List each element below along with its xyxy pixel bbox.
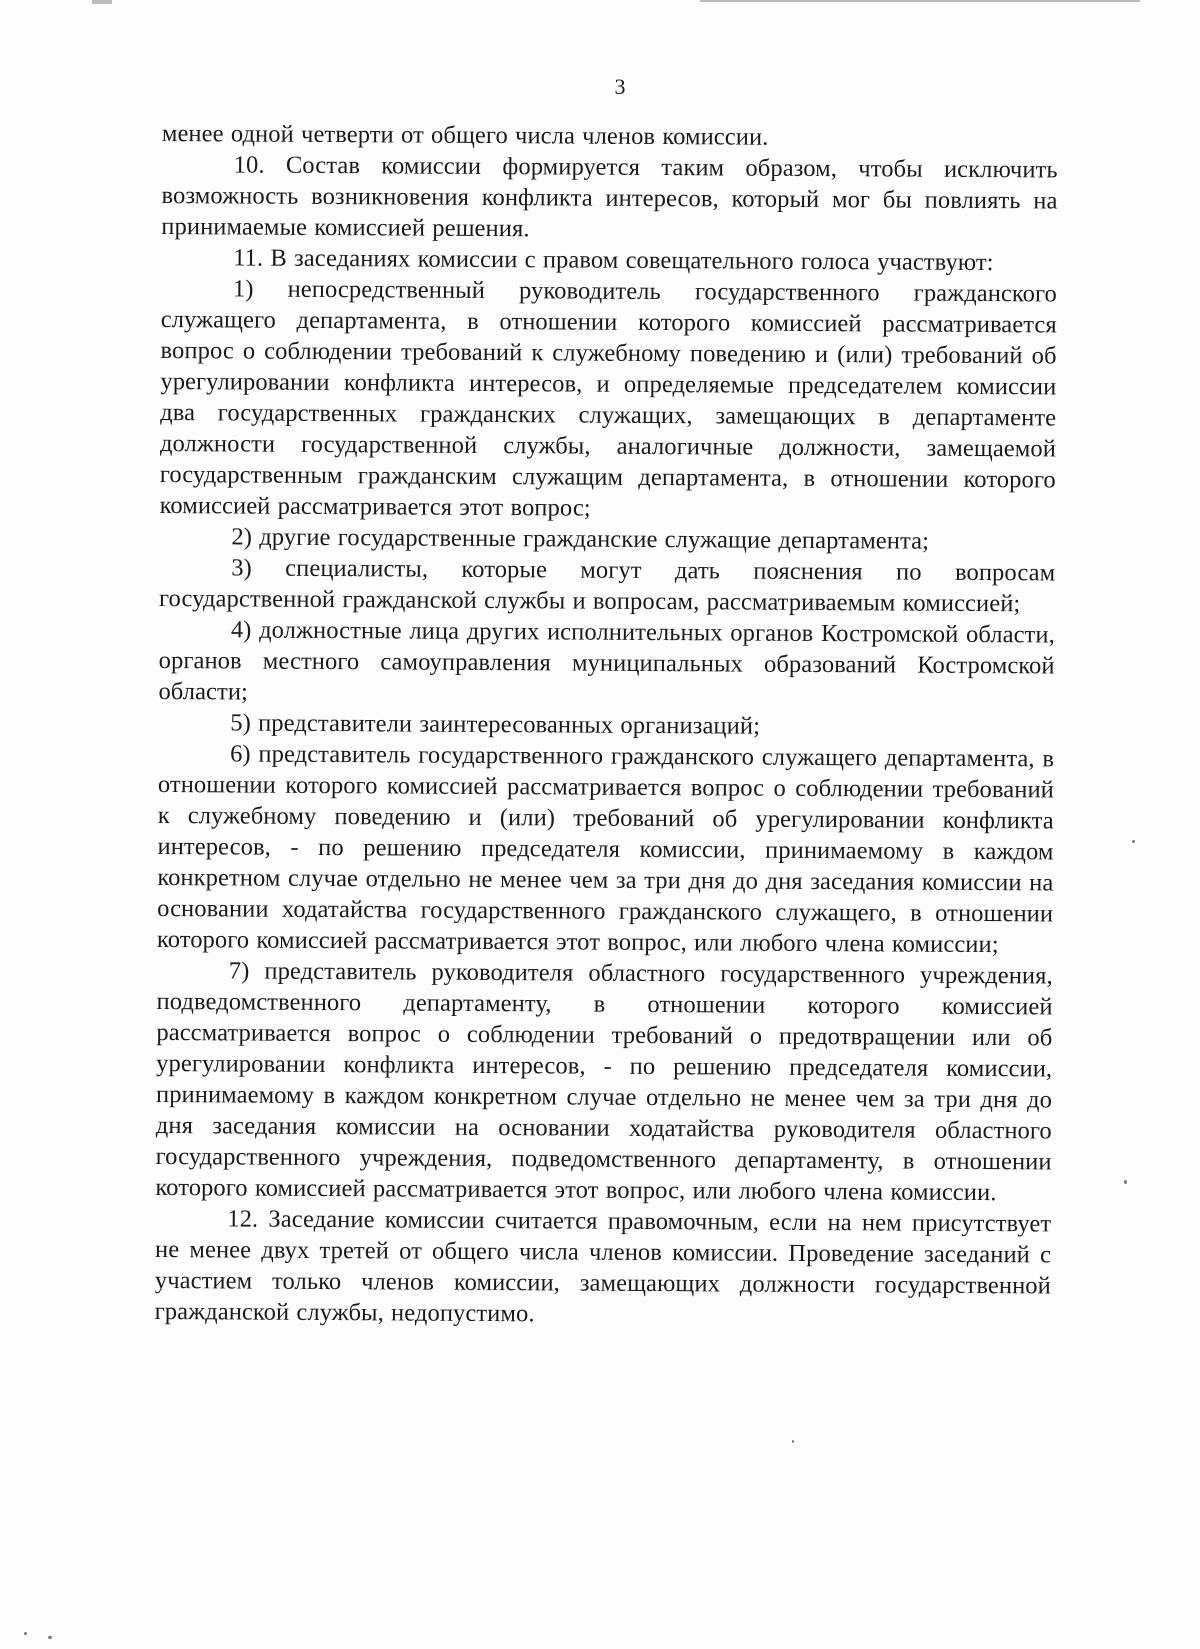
paragraph-item-10: 10. Состав комиссии формируется таким образом, чтобы исключить возможность возникновения конфликта интересов, который мог бы повлиять на принимаемые комиссией решения. xyxy=(161,151,1058,243)
scan-speck xyxy=(1124,1180,1127,1184)
subitem-1: 1) непосредственный руководитель государственного гражданского служащего департамента, в отношении которого комиссией рассматривается вопрос о соблюдении требований к служебному поведению и (или) требований об урегулировании конфликта интересов, и определяемые председателем комиссии два государственных гражданских служащих, замещающих в департаменте должности государственной службы, аналогичные должности, замещаемой государственным гражданским служащим департамента, в отношении которого комиссией рассматривается этот вопрос; xyxy=(159,275,1058,522)
scan-speck xyxy=(792,1440,794,1443)
document-body xyxy=(155,118,1058,1332)
subitem-3: 3) специалисты, которые могут дать пояснения по вопросам государственной гражданской службы и вопросам, рассматриваемым комиссией; xyxy=(158,554,1056,618)
page-number: 3 xyxy=(614,74,626,99)
scan-edge-mark-top-left xyxy=(92,0,112,4)
subitem-4: 4) должностные лица других исполнительных органов Костромской области, органов местного самоуправления муниципальных образований Костромской области; xyxy=(158,616,1055,706)
paragraph-continuation: менее одной четверти от общего числа членов комиссии. xyxy=(161,119,769,151)
paragraph-item-11: 11. В заседаниях комиссии с правом совещательного голоса участвуют: xyxy=(233,244,994,277)
scan-edge-mark-top xyxy=(700,0,1140,2)
scan-speck xyxy=(1132,840,1135,843)
subitem-6: 6) представитель государственного гражданского служащего департамента, в отношении которого комиссией рассматривается вопрос о соблюдении требований к служебному поведению и (или) требований об урегулировании конфликта интересов, - по решению председателя комиссии, принимаемому в каждом конкретном случае отдельно не менее чем за три дня до дня заседания комиссии на основании ходатайства государственного гражданского служащего, в отношении которого комиссией рассматривается этот вопрос, или любого члена комиссии; xyxy=(156,740,1055,959)
paragraph-item-12: 12. Заседание комиссии считается правомочным, если на нем присутствует не менее двух третей от общего числа членов комиссии. Проведение заседаний с участием только членов комиссии, замещающих должности государственной гражданской службы, недопустимо. xyxy=(154,1205,1052,1328)
scan-speck xyxy=(48,1636,52,1639)
subitem-2: 2) другие государственные гражданские служащие департамента; xyxy=(231,523,930,555)
subitem-7: 7) представитель руководителя областного государственного учреждения, подведомственного департаменту, в отношении которого комиссией рассматривается вопрос о соблюдении требований о предотвращении или об урегулировании конфликта интересов, - по решению председателя комиссии, принимаемому в каждом конкретном случае отдельно не менее чем за три дня до дня заседания комиссии на основании ходатайства руководителя областного государственного учреждения, подведомственного департаменту, в отношении которого комиссией рассматривается этот вопрос, или любого члена комиссии. xyxy=(155,957,1053,1207)
scan-speck xyxy=(24,1632,27,1635)
subitem-5: 5) представители заинтересованных организаций; xyxy=(230,709,761,740)
